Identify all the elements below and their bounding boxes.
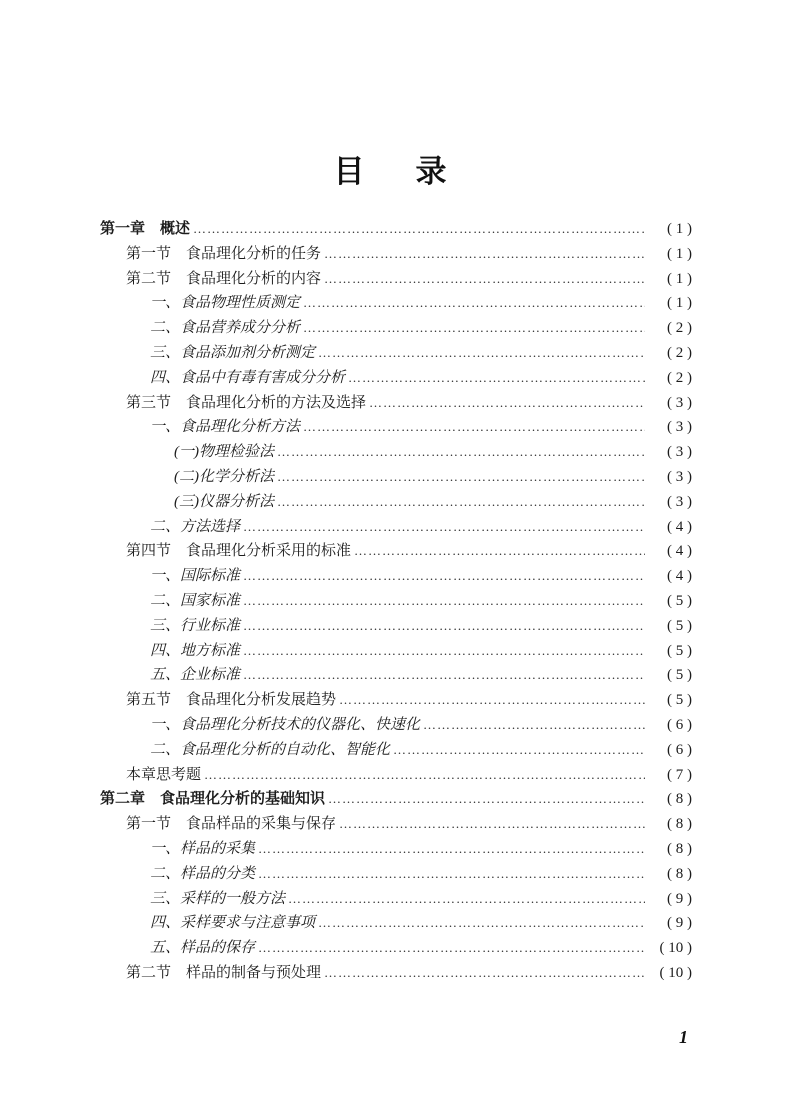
toc-entry-label: 四、食品中有毒有害成分分析: [150, 369, 346, 386]
dot-leader: [243, 589, 645, 614]
toc-entry-label: 二、食品营养成分分析: [150, 320, 301, 337]
dot-leader: [277, 440, 645, 465]
toc-entry-page: ( 1 ): [667, 245, 692, 262]
toc-entry: [100, 936, 692, 961]
toc-entry-page: ( 8 ): [667, 791, 692, 808]
toc-entry: [100, 837, 692, 862]
toc-entry-page: ( 10 ): [659, 964, 692, 981]
toc-entry: [100, 589, 692, 614]
toc-entry: [100, 366, 692, 391]
toc-entry-page: ( 6 ): [667, 716, 692, 733]
toc-entry-label: 一、食品物理性质测定: [150, 295, 301, 312]
toc-entry-label: 第一节 食品样品的采集与保存: [126, 816, 337, 833]
toc-entry-page: ( 3 ): [667, 468, 692, 485]
toc-entry: [100, 787, 692, 812]
dot-leader: [303, 415, 645, 440]
toc-entry: [100, 564, 692, 589]
toc-entry-page: ( 3 ): [667, 493, 692, 510]
toc-entry-page: ( 4 ): [667, 518, 692, 535]
dot-leader: [348, 366, 645, 391]
dot-leader: [303, 291, 645, 316]
toc-entry-page: ( 5 ): [667, 617, 692, 634]
dot-leader: [258, 936, 645, 961]
toc-entry-label: 本章思考题: [126, 766, 202, 783]
toc-entry-label: 五、样品的保存: [150, 940, 256, 957]
toc-entry: [100, 465, 692, 490]
dot-leader: [243, 564, 645, 589]
toc-entry: [100, 862, 692, 887]
toc-entry-label: 第三节 食品理化分析的方法及选择: [126, 394, 367, 411]
dot-leader: [277, 465, 645, 490]
toc-entry-label: 第五节 食品理化分析发展趋势: [126, 692, 337, 709]
toc-entry: [100, 391, 692, 416]
toc-entry-label: 一、食品理化分析技术的仪器化、快速化: [150, 716, 421, 733]
toc-entry: [100, 763, 692, 788]
toc-entry-page: ( 10 ): [659, 940, 692, 957]
toc-entry-page: ( 1 ): [667, 221, 692, 237]
dot-leader: [324, 267, 645, 292]
dot-leader: [324, 242, 645, 267]
folio-page-number: 1: [679, 1027, 688, 1047]
dot-leader: [258, 862, 645, 887]
toc-entry-page: ( 2 ): [667, 344, 692, 361]
toc-entry-label: 三、食品添加剂分析测定: [150, 344, 316, 361]
dot-leader: [243, 515, 645, 540]
toc-entry: [100, 663, 692, 688]
dot-leader: [324, 961, 645, 986]
toc-entry-page: ( 2 ): [667, 320, 692, 337]
dot-leader: [318, 911, 645, 936]
toc-entry-page: ( 7 ): [667, 766, 692, 783]
toc-entry-label: (三)仪器分析法: [174, 493, 274, 510]
dot-leader: [423, 713, 645, 738]
dot-leader: [243, 614, 645, 639]
toc-entry: [100, 217, 692, 242]
toc-entry-page: ( 5 ): [667, 642, 692, 659]
toc-entry-page: ( 8 ): [667, 816, 692, 833]
toc-entry-label: 二、国家标准: [150, 592, 241, 609]
toc-entry-label: 第一节 食品理化分析的任务: [126, 245, 322, 262]
toc-entry-label: 第二节 样品的制备与预处理: [126, 964, 322, 981]
toc-entry-label: 三、行业标准: [150, 617, 241, 634]
toc-entry-page: ( 5 ): [667, 667, 692, 684]
toc-entry-page: ( 9 ): [667, 890, 692, 907]
toc-entry: [100, 316, 692, 341]
toc-entry: [100, 440, 692, 465]
toc-entry-page: ( 9 ): [667, 915, 692, 932]
toc-entry: [100, 341, 692, 366]
dot-leader: [318, 341, 645, 366]
toc-entry-label: (一)物理检验法: [174, 444, 274, 461]
toc-entry: [100, 961, 692, 986]
toc-entry-label: 一、国际标准: [150, 568, 241, 585]
toc-entry-page: ( 1 ): [667, 295, 692, 312]
toc-list: [100, 217, 692, 986]
toc-entry-label: 二、样品的分类: [150, 865, 256, 882]
toc-entry: [100, 688, 692, 713]
toc-entry: [100, 539, 692, 564]
dot-leader: [258, 837, 645, 862]
toc-entry: [100, 911, 692, 936]
toc-entry-page: ( 3 ): [667, 394, 692, 411]
toc-entry-label: 四、地方标准: [150, 642, 241, 659]
toc-entry-label: 第四节 食品理化分析采用的标准: [126, 543, 352, 560]
dot-leader: [339, 812, 645, 837]
dot-leader: [328, 787, 645, 812]
dot-leader: [393, 738, 645, 763]
toc-entry-label: 第二章 食品理化分析的基础知识: [100, 791, 326, 808]
toc-entry: [100, 887, 692, 912]
toc-entry-page: ( 8 ): [667, 865, 692, 882]
toc-entry-label: 第二节 食品理化分析的内容: [126, 270, 322, 287]
toc-entry: [100, 490, 692, 515]
dot-leader: [243, 663, 645, 688]
dot-leader: [243, 639, 645, 664]
toc-entry-label: 四、采样要求与注意事项: [150, 915, 316, 932]
toc-entry-label: 二、食品理化分析的自动化、智能化: [150, 741, 391, 758]
toc-entry-page: ( 3 ): [667, 444, 692, 461]
toc-entry-page: ( 8 ): [667, 840, 692, 857]
toc-entry: [100, 515, 692, 540]
toc-entry-label: 二、方法选择: [150, 518, 241, 535]
dot-leader: [339, 688, 645, 713]
toc-entry: [100, 639, 692, 664]
page-title: 目 录: [333, 154, 457, 189]
toc-entry: [100, 242, 692, 267]
dot-leader: [204, 763, 645, 788]
toc-entry-label: 三、采样的一般方法: [150, 890, 286, 907]
toc-entry-page: ( 3 ): [667, 419, 692, 436]
toc-entry-page: ( 4 ): [667, 568, 692, 585]
toc-entry-label: 五、企业标准: [150, 667, 241, 684]
toc-entry-page: ( 5 ): [667, 692, 692, 709]
toc-entry: [100, 415, 692, 440]
dot-leader: [369, 391, 645, 416]
dot-leader: [193, 217, 645, 242]
toc-entry: [100, 614, 692, 639]
toc-entry: [100, 291, 692, 316]
dot-leader: [354, 539, 645, 564]
toc-entry: [100, 713, 692, 738]
dot-leader: [288, 887, 645, 912]
toc-entry-label: 一、样品的采集: [150, 840, 256, 857]
toc-entry: [100, 812, 692, 837]
toc-entry-page: ( 5 ): [667, 592, 692, 609]
toc-entry-label: 一、食品理化分析方法: [150, 419, 301, 436]
toc-entry: [100, 738, 692, 763]
dot-leader: [303, 316, 645, 341]
toc-entry-page: ( 2 ): [667, 369, 692, 386]
toc-entry-page: ( 4 ): [667, 543, 692, 560]
dot-leader: [277, 490, 645, 515]
toc-entry-label: (二)化学分析法: [174, 468, 274, 485]
toc-entry-label: 第一章 概述: [100, 221, 191, 237]
toc-entry-page: ( 6 ): [667, 741, 692, 758]
toc-entry: [100, 267, 692, 292]
toc-entry-page: ( 1 ): [667, 270, 692, 287]
